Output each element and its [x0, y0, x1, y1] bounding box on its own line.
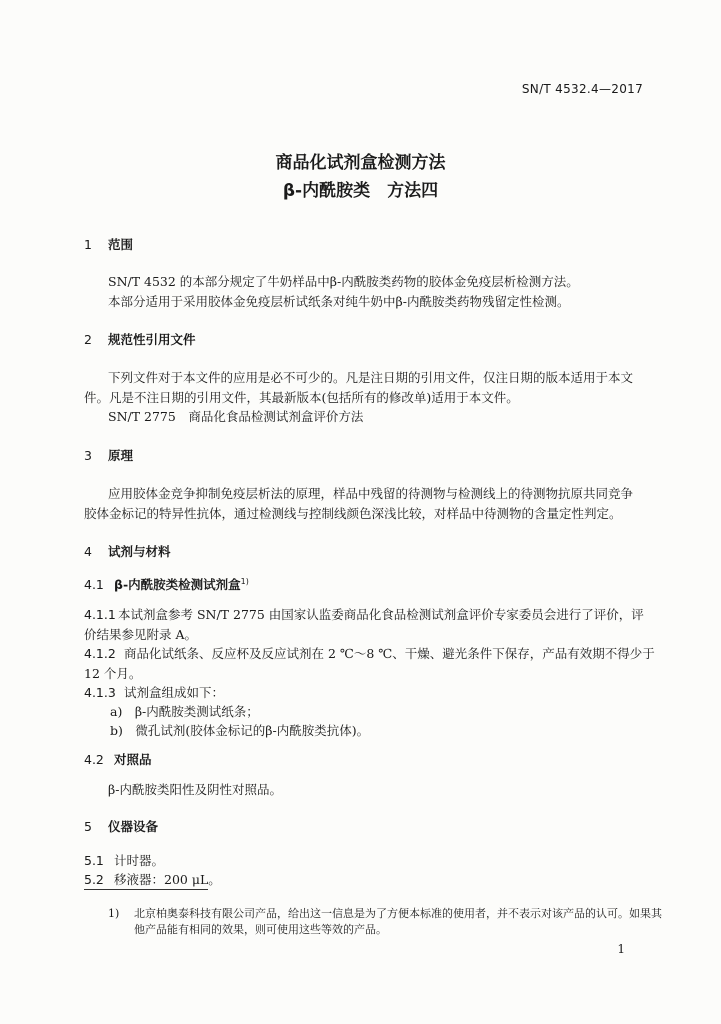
standard-number: SN/T 4532.4—2017 [521, 82, 643, 96]
section-1-paragraph-2: 本部分适用于采用胶体金免疫层析试纸条对纯牛奶中β-内酰胺类药物残留定性检测。 [108, 294, 570, 309]
section-number: 5 [84, 819, 92, 834]
clause-text: 计时器。 [114, 853, 165, 868]
list-item-a: a) β-内酰胺类测试纸条； [110, 704, 259, 719]
clause-number: 4.1.1 [84, 607, 116, 622]
section-3-paragraph-line-1: 应用胶体金竞争抑制免疫层析法的原理，样品中残留的待测物与检测线上的待测物抗原共同竞争 [108, 486, 634, 501]
document-subtitle: β-内酰胺类 方法四 [282, 181, 439, 201]
clause-text: 移液器：200 μL。 [114, 872, 221, 887]
subsection-4-2-text: β-内酰胺类阳性及阴性对照品。 [108, 782, 282, 797]
footnote-mark: 1) [108, 907, 120, 920]
section-number: 3 [84, 448, 92, 463]
footnote-text: 北京柏奥泰科技有限公司产品，给出这一信息是为了方便本标准的使用者，并不表示对该产品的认可。如果其 [134, 907, 662, 920]
footnote-divider [84, 889, 208, 890]
section-3-paragraph-line-2: 胶体金标记的特异性抗体，通过检测线与控制线颜色深浅比较，对样品中待测物的含量定性判定。 [84, 506, 622, 521]
list-item-b: b) 微孔试剂(胶体金标记的β-内酰胺类抗体)。 [110, 723, 370, 738]
clause-4-1-1-line-2: 价结果参见附录 A。 [84, 627, 198, 642]
section-4-heading [84, 542, 171, 560]
clause-5-1 [84, 851, 164, 869]
section-5-heading [84, 817, 158, 835]
page-number: 1 [617, 942, 625, 956]
clause-number: 5.1 [84, 853, 104, 868]
footnote-reference: 1) [240, 576, 249, 586]
subsection-number: 4.2 [84, 752, 104, 767]
section-2-paragraph-line-2: 件。凡是不注日期的引用文件，其最新版本(包括所有的修改单)适用于本文件。 [84, 390, 519, 405]
section-number: 4 [84, 544, 92, 559]
section-title: 试剂与材料 [108, 544, 171, 559]
subsection-number: 4.1 [84, 577, 104, 592]
section-title: 仪器设备 [108, 819, 159, 834]
clause-text: 试剂盒组成如下： [124, 685, 225, 700]
clause-4-1-3 [84, 683, 224, 701]
footnote-line-2: 他产品能有相同的效果，则可使用这些等效的产品。 [134, 923, 387, 936]
section-1-heading [84, 235, 133, 253]
clause-4-1-1-line-1 [84, 605, 644, 623]
clause-number: 5.2 [84, 872, 104, 887]
subsection-title: 对照品 [114, 752, 152, 767]
section-2-paragraph-line-1: 下列文件对于本文件的应用是必不可少的。凡是注日期的引用文件，仅注日期的版本适用于本文 [108, 370, 634, 385]
clause-4-1-2-line-2: 12 个月。 [84, 666, 142, 681]
section-number: 1 [84, 237, 92, 252]
footnote-line-1 [108, 905, 662, 921]
section-2-heading [84, 330, 196, 348]
subsection-4-2-heading [84, 750, 152, 768]
document-title: 商品化试剂盒检测方法 [275, 153, 446, 173]
clause-text: 商品化试纸条、反应杯及反应试剂在 2 ℃～8 ℃、干燥、避光条件下保存，产品有效期不得少于 [124, 646, 655, 661]
normative-reference: SN/T 2775 商品化食品检测试剂盒评价方法 [108, 409, 364, 424]
clause-text: 本试剂盒参考 SN/T 2775 由国家认监委商品化食品检测试剂盒评价专家委员会进行了评价，评 [118, 607, 644, 622]
section-1-paragraph-1: SN/T 4532 的本部分规定了牛奶样品中β-内酰胺类药物的胶体金免疫层析检测方法。 [108, 274, 579, 289]
section-title: 范围 [108, 237, 134, 252]
subsection-4-1-heading [84, 575, 249, 593]
clause-number: 4.1.2 [84, 646, 116, 661]
section-title: 原理 [108, 448, 134, 463]
clause-5-2 [84, 870, 221, 888]
clause-4-1-2-line-1 [84, 644, 655, 662]
clause-number: 4.1.3 [84, 685, 116, 700]
section-title: 规范性引用文件 [108, 332, 196, 347]
subsection-title: β-内酰胺类检测试剂盒 [114, 577, 241, 592]
section-number: 2 [84, 332, 92, 347]
section-3-heading [84, 446, 133, 464]
